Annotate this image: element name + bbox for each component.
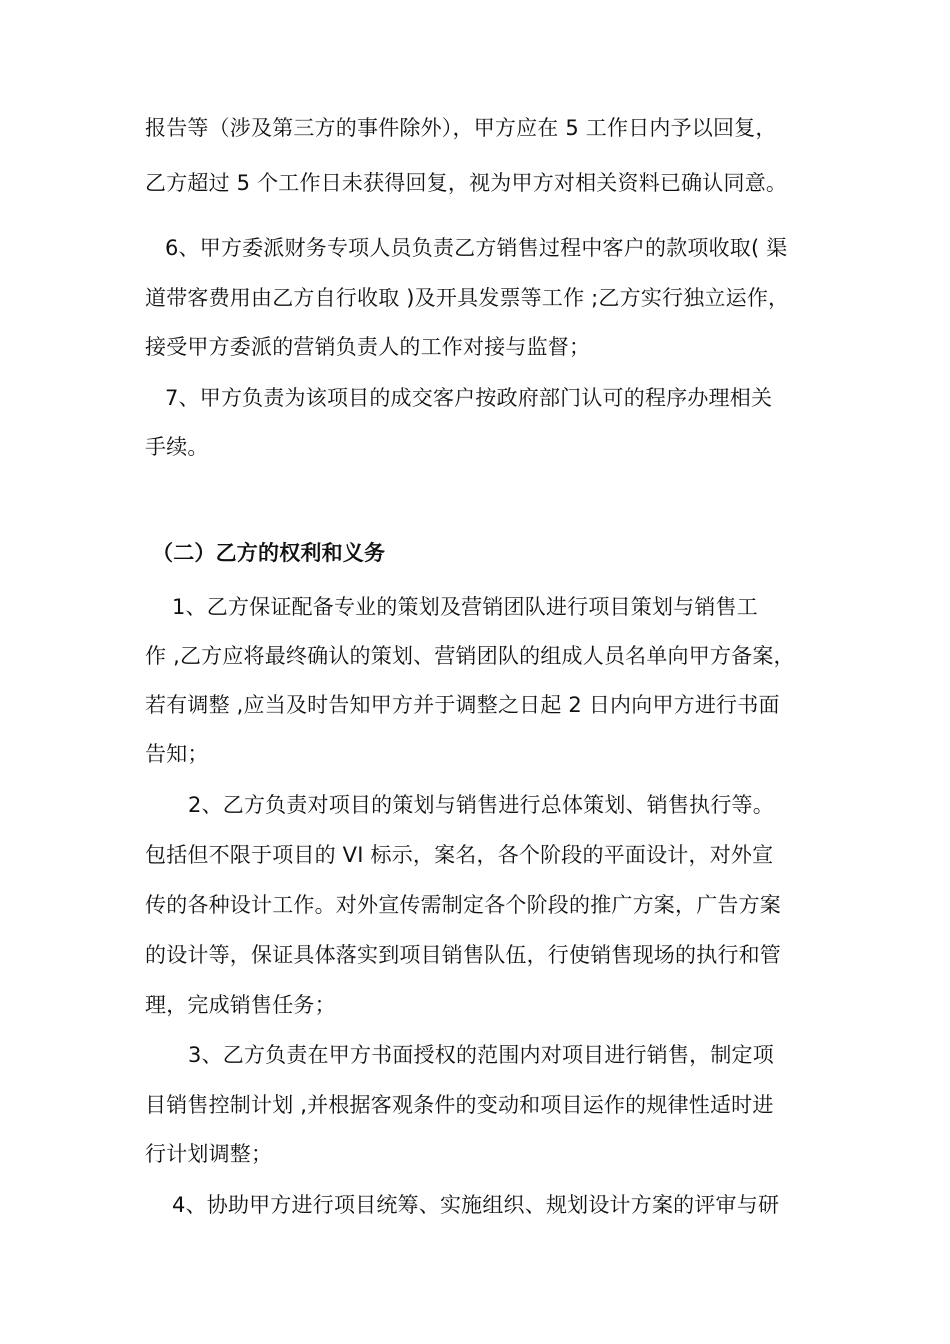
paragraph-line: 若有调整 ,应当及时告知甲方并于调整之日起 2 日内向甲方进行书面	[145, 693, 780, 717]
paragraph-line: 6、甲方委派财务专项人员负责乙方销售过程中客户的款项收取( 渠	[165, 236, 788, 260]
paragraph-line: 包括但不限于项目的 VI 标示，案名，各个阶段的平面设计，对外宣	[145, 843, 774, 867]
paragraph-line: 4、协助甲方进行项目统筹、实施组织、规划设计方案的评审与研	[172, 1193, 780, 1217]
paragraph-line: 目销售控制计划 ,并根据客观条件的变动和项目运作的规律性适时进	[145, 1093, 774, 1117]
paragraph-line: 7、甲方负责为该项目的成交客户按政府部门认可的程序办理相关	[165, 386, 773, 410]
paragraph-line: 告知；	[145, 742, 209, 766]
paragraph-line: 行计划调整；	[145, 1142, 273, 1166]
paragraph-line: 2、乙方负责对项目的策划与销售进行总体策划、销售执行等。	[188, 793, 774, 817]
paragraph-line: 作 ,乙方应将最终确认的策划、营销团队的组成人员名单向甲方备案，	[145, 644, 795, 668]
paragraph-line: 传的各种设计工作。对外宣传需制定各个阶段的推广方案，广告方案	[145, 893, 781, 917]
paragraph-line: 的设计等，保证具体落实到项目销售队伍，行使销售现场的执行和管	[145, 943, 781, 967]
paragraph-line: 手续。	[145, 435, 209, 459]
paragraph-line: 理，完成销售任务；	[145, 993, 336, 1017]
paragraph-line: 乙方超过 5 个工作日未获得回复，视为甲方对相关资料已确认同意。	[145, 171, 788, 195]
paragraph-line: 道带客费用由乙方自行收取 )及开具发票等工作 ;乙方实行独立运作，	[145, 286, 790, 310]
paragraph-line: 报告等（涉及第三方的事件除外），甲方应在 5 工作日内予以回复，	[145, 116, 777, 140]
paragraph-line: 接受甲方委派的营销负责人的工作对接与监督；	[145, 335, 591, 359]
paragraph-line: 1、乙方保证配备专业的策划及营销团队进行项目策划与销售工	[172, 595, 758, 619]
paragraph-line: 3、乙方负责在甲方书面授权的范围内对项目进行销售，制定项	[188, 1043, 774, 1067]
section-heading: （二）乙方的权利和义务	[152, 541, 386, 565]
